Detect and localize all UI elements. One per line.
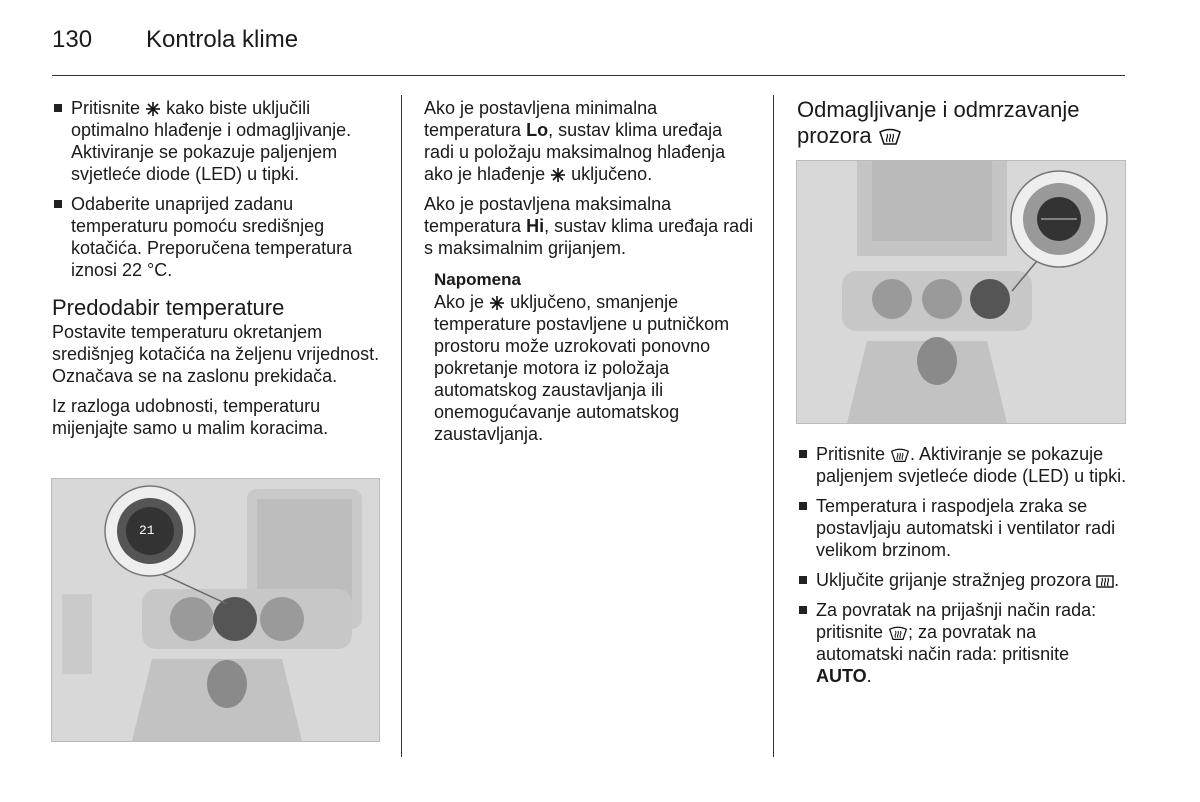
column-3-list [797, 443, 1127, 695]
column-1 [52, 97, 382, 447]
snowflake-icon [489, 295, 505, 311]
snowflake-icon [145, 101, 161, 117]
page-title: Kontrola klime [146, 26, 299, 53]
list-item: Pritisnite . Aktiviranje se pokazuje paljenjem svjetleće diode (LED) u tipki. [797, 443, 1127, 487]
column-divider [773, 95, 774, 757]
paragraph: Ako je postavljena minimalna temperatura Lo, sustav klima uređaja radi u položaju maksimalnog hlađenja ako je hlađenje uključeno. [424, 98, 726, 184]
section-heading: Predodabir temperature [52, 295, 285, 320]
windscreen-defrost-icon [890, 448, 910, 463]
note-title: Napomena [434, 270, 521, 289]
windscreen-defrost-icon [888, 626, 908, 641]
column-3 [797, 97, 1127, 149]
list-item: Za povratak na prijašnji način rada: pritisnite ; za povratak na automatski način rada: pritisnite AUTO. [797, 599, 1127, 687]
section-heading: Odmagljivanje i odmrzavanje prozora [797, 97, 1080, 148]
climate-dial-photo [51, 478, 380, 742]
windscreen-defrost-icon [878, 128, 902, 146]
snowflake-icon [550, 167, 566, 183]
column-divider [401, 95, 402, 757]
note-text: Ako je uključeno, smanjenje temperature postavljene u putničkom prostoru može uzrokovati ponovno pokretanje motora iz položaja automatskog zaustavljanja ili onemogućavanje automatskog zaustavljanja. [434, 292, 730, 444]
column-2 [424, 97, 754, 445]
paragraph: Ako je postavljena maksimalna temperatura Hi, sustav klima uređaja radi s maksimalnim grijanjem. [424, 194, 754, 258]
list-item: Uključite grijanje stražnjeg prozora . [797, 569, 1127, 591]
list-item: Odaberite unaprijed zadanu temperaturu pomoću središnjeg kotačića. Preporučena temperatura iznosi 22 °C. [52, 193, 382, 281]
page-number: 130 [52, 26, 93, 53]
header-rule [52, 75, 1125, 76]
dashboard-illustration [797, 161, 1125, 423]
paragraph: Postavite temperaturu okretanjem središnjeg kotačića na željenu vrijednost. Označava se na zaslonu prekidača. [52, 322, 380, 386]
page-header [52, 26, 298, 54]
dashboard-illustration [52, 479, 379, 741]
rear-window-heat-icon [1096, 574, 1114, 589]
note-box [424, 269, 754, 445]
list-item: Pritisnite kako biste uključili optimalno hlađenje i odmagljivanje. Aktiviranje se pokazuje paljenjem svjetleće diode (LED) u tipki. [52, 97, 382, 185]
temperature-display: 21 [139, 523, 155, 538]
defrost-control-photo [796, 160, 1126, 424]
paragraph: Iz razloga udobnosti, temperaturu mijenjajte samo u malim koracima. [52, 396, 329, 438]
list-item: Temperatura i raspodjela zraka se postavljaju automatski i ventilator radi velikom brzinom. [797, 495, 1127, 561]
